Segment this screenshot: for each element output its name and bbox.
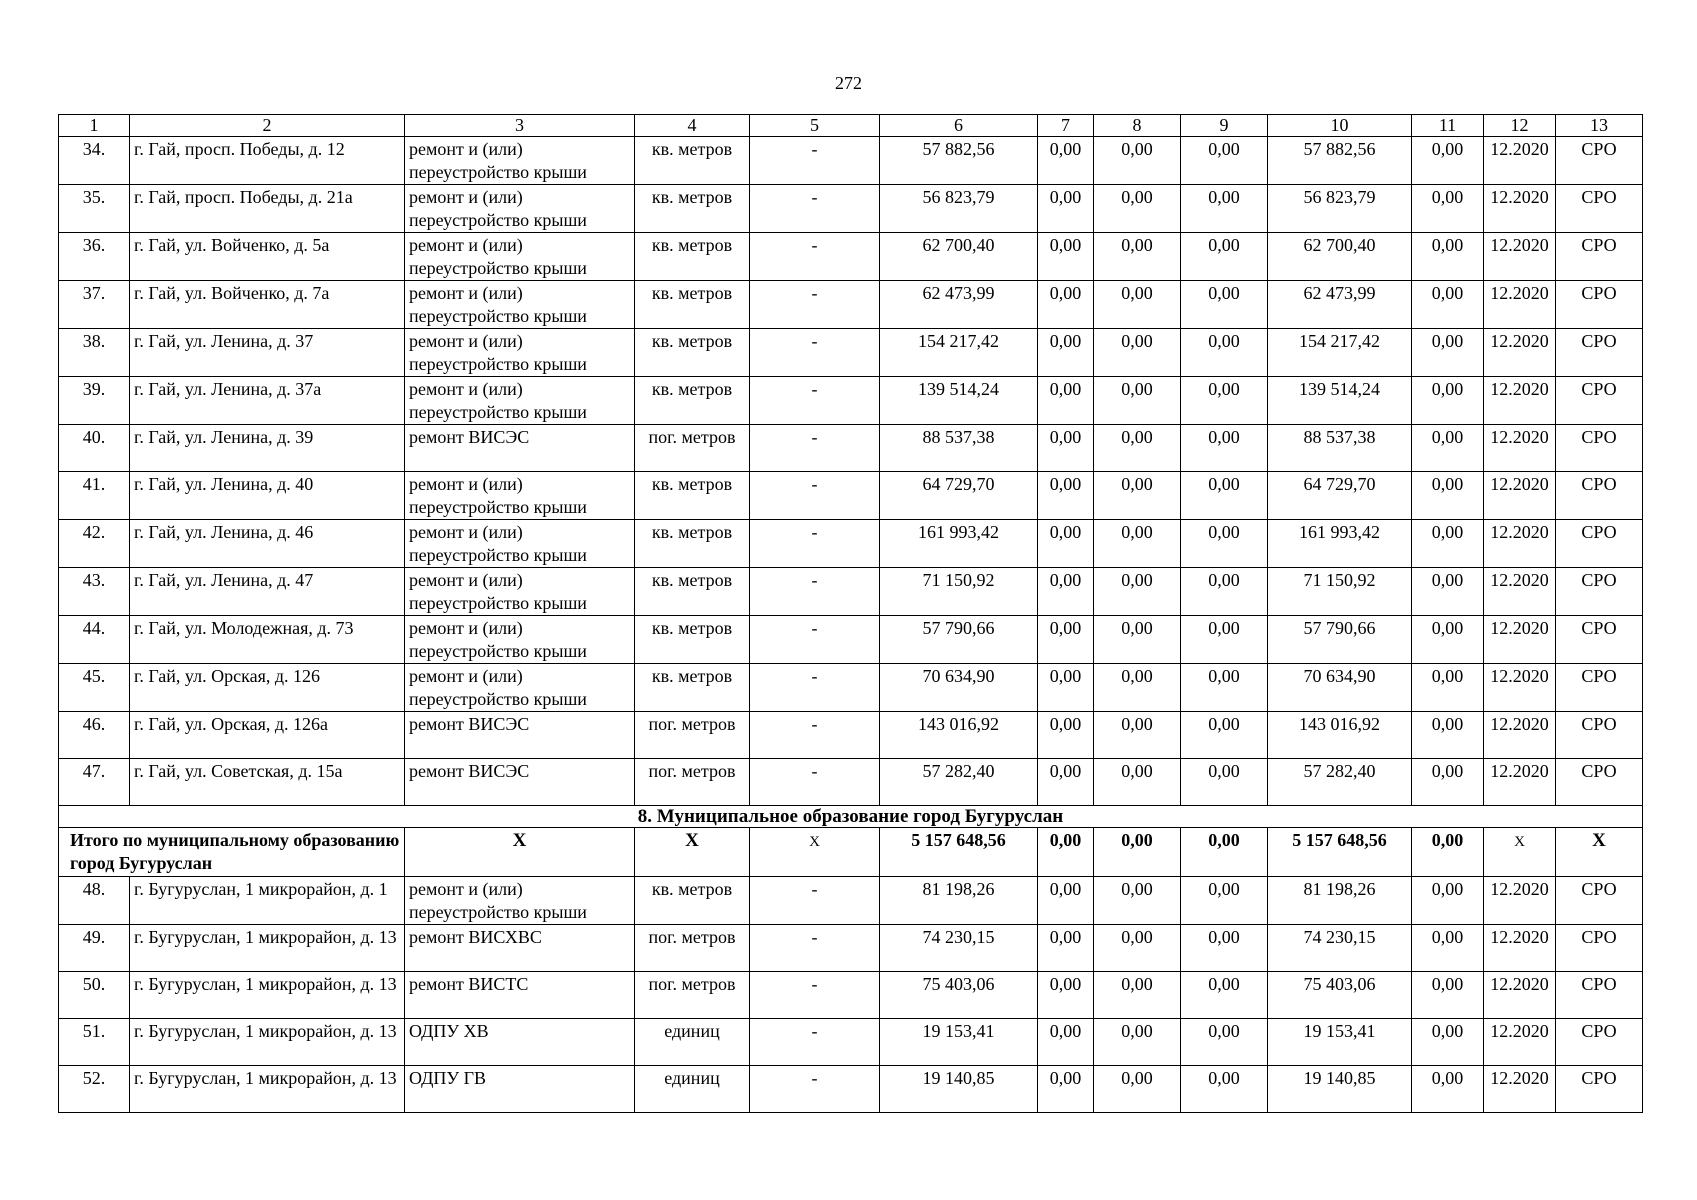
unit-cell: кв. метров [635, 281, 750, 329]
col11-cell: 0,00 [1412, 472, 1484, 520]
deadline-cell: 12.2020 [1484, 425, 1556, 472]
col7-cell: 0,00 [1038, 616, 1094, 664]
method-cell: СРО [1556, 712, 1643, 759]
method-cell: СРО [1556, 233, 1643, 281]
address-cell: г. Гай, просп. Победы, д. 12 [130, 137, 405, 185]
row-number: 47. [59, 759, 130, 806]
method-cell: СРО [1556, 329, 1643, 377]
unit-cell: кв. метров [635, 377, 750, 425]
total-col9: 0,00 [1181, 828, 1268, 877]
unit-cell: кв. метров [635, 664, 750, 712]
col7-cell: 0,00 [1038, 877, 1094, 925]
col10-cell: 57 882,56 [1268, 137, 1412, 185]
col9-cell: 0,00 [1181, 712, 1268, 759]
col8-cell: 0,00 [1094, 759, 1181, 806]
total-cost-cell: 70 634,90 [880, 664, 1038, 712]
unit-cell: кв. метров [635, 877, 750, 925]
work-type-cell: ремонт и (или) переустройство крыши [405, 137, 635, 185]
col7-cell: 0,00 [1038, 233, 1094, 281]
column-number: 1 [59, 115, 130, 137]
work-type-cell: ремонт ВИСХВС [405, 925, 635, 972]
col8-cell: 0,00 [1094, 664, 1181, 712]
col10-cell: 143 016,92 [1268, 712, 1412, 759]
col5-cell: - [750, 712, 880, 759]
work-type-cell: ремонт и (или) переустройство крыши [405, 377, 635, 425]
col5-cell: - [750, 233, 880, 281]
col9-cell: 0,00 [1181, 925, 1268, 972]
col8-cell: 0,00 [1094, 185, 1181, 233]
col8-cell: 0,00 [1094, 1019, 1181, 1066]
work-type-cell: ремонт ВИСТС [405, 972, 635, 1019]
row-number: 42. [59, 520, 130, 568]
method-cell: СРО [1556, 185, 1643, 233]
table-row [59, 329, 1643, 377]
table-row [59, 759, 1643, 806]
row-number: 44. [59, 616, 130, 664]
table-row [59, 472, 1643, 520]
address-cell: г. Гай, ул. Войченко, д. 5а [130, 233, 405, 281]
method-cell: СРО [1556, 137, 1643, 185]
address-cell: г. Гай, просп. Победы, д. 21а [130, 185, 405, 233]
col11-cell: 0,00 [1412, 1019, 1484, 1066]
col5-cell: - [750, 472, 880, 520]
col10-cell: 70 634,90 [1268, 664, 1412, 712]
col10-cell: 19 140,85 [1268, 1066, 1412, 1113]
method-cell: СРО [1556, 425, 1643, 472]
col9-cell: 0,00 [1181, 233, 1268, 281]
row-number: 48. [59, 877, 130, 925]
work-type-cell: ремонт и (или) переустройство крыши [405, 281, 635, 329]
method-cell: СРО [1556, 281, 1643, 329]
total-cost-cell: 19 153,41 [880, 1019, 1038, 1066]
col7-cell: 0,00 [1038, 472, 1094, 520]
col11-cell: 0,00 [1412, 568, 1484, 616]
total-cost-cell: 57 282,40 [880, 759, 1038, 806]
col9-cell: 0,00 [1181, 137, 1268, 185]
unit-cell: кв. метров [635, 616, 750, 664]
work-type-cell: ремонт и (или) переустройство крыши [405, 616, 635, 664]
deadline-cell: 12.2020 [1484, 185, 1556, 233]
column-number: 12 [1484, 115, 1556, 137]
col5-cell: - [750, 520, 880, 568]
table-row [59, 233, 1643, 281]
col5-cell: - [750, 1066, 880, 1113]
total-cost-cell: 88 537,38 [880, 425, 1038, 472]
row-number: 51. [59, 1019, 130, 1066]
col10-cell: 75 403,06 [1268, 972, 1412, 1019]
address-cell: г. Бугуруслан, 1 микрорайон, д. 13 [130, 925, 405, 972]
deadline-cell: 12.2020 [1484, 877, 1556, 925]
col11-cell: 0,00 [1412, 425, 1484, 472]
total-col8: 0,00 [1094, 828, 1181, 877]
column-number: 6 [880, 115, 1038, 137]
deadline-cell: 12.2020 [1484, 759, 1556, 806]
unit-cell: кв. метров [635, 472, 750, 520]
col9-cell: 0,00 [1181, 616, 1268, 664]
deadline-cell: 12.2020 [1484, 520, 1556, 568]
total-cost-cell: 161 993,42 [880, 520, 1038, 568]
column-number: 4 [635, 115, 750, 137]
section-heading-row [59, 806, 1643, 828]
table-row [59, 616, 1643, 664]
method-cell: СРО [1556, 568, 1643, 616]
row-number: 38. [59, 329, 130, 377]
deadline-cell: 12.2020 [1484, 664, 1556, 712]
row-number: 34. [59, 137, 130, 185]
col9-cell: 0,00 [1181, 520, 1268, 568]
deadline-cell: 12.2020 [1484, 137, 1556, 185]
method-cell: СРО [1556, 616, 1643, 664]
col7-cell: 0,00 [1038, 712, 1094, 759]
total-cost-cell: 62 700,40 [880, 233, 1038, 281]
address-cell: г. Гай, ул. Войченко, д. 7а [130, 281, 405, 329]
col7-cell: 0,00 [1038, 1019, 1094, 1066]
work-type-cell: ремонт и (или) переустройство крыши [405, 185, 635, 233]
total-col7: 0,00 [1038, 828, 1094, 877]
unit-cell: единиц [635, 1066, 750, 1113]
col9-cell: 0,00 [1181, 185, 1268, 233]
page-number: 272 [835, 73, 862, 93]
address-cell: г. Бугуруслан, 1 микрорайон, д. 13 [130, 1019, 405, 1066]
total-col6: 5 157 648,56 [880, 828, 1038, 877]
col8-cell: 0,00 [1094, 877, 1181, 925]
capital-repair-table [58, 114, 1643, 1113]
deadline-cell: 12.2020 [1484, 972, 1556, 1019]
col8-cell: 0,00 [1094, 281, 1181, 329]
total-row [59, 828, 1643, 877]
total-cost-cell: 75 403,06 [880, 972, 1038, 1019]
col5-cell: - [750, 925, 880, 972]
col7-cell: 0,00 [1038, 664, 1094, 712]
col7-cell: 0,00 [1038, 972, 1094, 1019]
column-number-row [59, 115, 1643, 137]
table-row [59, 425, 1643, 472]
col9-cell: 0,00 [1181, 664, 1268, 712]
table-row [59, 877, 1643, 925]
column-number: 9 [1181, 115, 1268, 137]
col10-cell: 71 150,92 [1268, 568, 1412, 616]
col10-cell: 57 790,66 [1268, 616, 1412, 664]
column-number: 11 [1412, 115, 1484, 137]
col7-cell: 0,00 [1038, 377, 1094, 425]
work-type-cell: ремонт и (или) переустройство крыши [405, 233, 635, 281]
col5-cell: - [750, 137, 880, 185]
work-type-cell: ремонт ВИСЭС [405, 425, 635, 472]
work-type-cell: ремонт и (или) переустройство крыши [405, 568, 635, 616]
unit-cell: кв. метров [635, 185, 750, 233]
work-type-cell: ремонт и (или) переустройство крыши [405, 329, 635, 377]
col9-cell: 0,00 [1181, 425, 1268, 472]
row-number: 36. [59, 233, 130, 281]
column-number: 8 [1094, 115, 1181, 137]
col7-cell: 0,00 [1038, 329, 1094, 377]
table-body [59, 115, 1643, 1113]
col9-cell: 0,00 [1181, 877, 1268, 925]
col10-cell: 81 198,26 [1268, 877, 1412, 925]
total-cost-cell: 74 230,15 [880, 925, 1038, 972]
unit-cell: пог. метров [635, 759, 750, 806]
method-cell: СРО [1556, 377, 1643, 425]
deadline-cell: 12.2020 [1484, 472, 1556, 520]
col8-cell: 0,00 [1094, 616, 1181, 664]
address-cell: г. Гай, ул. Советская, д. 15а [130, 759, 405, 806]
row-number: 40. [59, 425, 130, 472]
table-row [59, 520, 1643, 568]
total-col4: Х [635, 828, 750, 877]
col5-cell: - [750, 1019, 880, 1066]
col7-cell: 0,00 [1038, 137, 1094, 185]
work-type-cell: ремонт и (или) переустройство крыши [405, 520, 635, 568]
col8-cell: 0,00 [1094, 972, 1181, 1019]
unit-cell: кв. метров [635, 233, 750, 281]
address-cell: г. Бугуруслан, 1 микрорайон, д. 13 [130, 972, 405, 1019]
address-cell: г. Гай, ул. Ленина, д. 37 [130, 329, 405, 377]
table-row [59, 664, 1643, 712]
table-row [59, 185, 1643, 233]
method-cell: СРО [1556, 664, 1643, 712]
row-number: 52. [59, 1066, 130, 1113]
col9-cell: 0,00 [1181, 759, 1268, 806]
col11-cell: 0,00 [1412, 664, 1484, 712]
col11-cell: 0,00 [1412, 520, 1484, 568]
row-number: 39. [59, 377, 130, 425]
col9-cell: 0,00 [1181, 568, 1268, 616]
col8-cell: 0,00 [1094, 425, 1181, 472]
column-number: 5 [750, 115, 880, 137]
method-cell: СРО [1556, 759, 1643, 806]
col10-cell: 154 217,42 [1268, 329, 1412, 377]
col11-cell: 0,00 [1412, 329, 1484, 377]
col9-cell: 0,00 [1181, 329, 1268, 377]
col11-cell: 0,00 [1412, 712, 1484, 759]
address-cell: г. Бугуруслан, 1 микрорайон, д. 13 [130, 1066, 405, 1113]
total-cost-cell: 57 790,66 [880, 616, 1038, 664]
deadline-cell: 12.2020 [1484, 925, 1556, 972]
col7-cell: 0,00 [1038, 568, 1094, 616]
col8-cell: 0,00 [1094, 520, 1181, 568]
column-number: 13 [1556, 115, 1643, 137]
work-type-cell: ремонт и (или) переустройство крыши [405, 472, 635, 520]
total-cost-cell: 56 823,79 [880, 185, 1038, 233]
work-type-cell: ремонт ВИСЭС [405, 712, 635, 759]
method-cell: СРО [1556, 877, 1643, 925]
col11-cell: 0,00 [1412, 185, 1484, 233]
deadline-cell: 12.2020 [1484, 281, 1556, 329]
address-cell: г. Гай, ул. Ленина, д. 37а [130, 377, 405, 425]
unit-cell: единиц [635, 1019, 750, 1066]
col11-cell: 0,00 [1412, 925, 1484, 972]
column-number: 2 [130, 115, 405, 137]
col8-cell: 0,00 [1094, 925, 1181, 972]
row-number: 43. [59, 568, 130, 616]
address-cell: г. Гай, ул. Молодежная, д. 73 [130, 616, 405, 664]
col10-cell: 57 282,40 [1268, 759, 1412, 806]
col9-cell: 0,00 [1181, 377, 1268, 425]
col8-cell: 0,00 [1094, 568, 1181, 616]
row-number: 49. [59, 925, 130, 972]
section-title: 8. Муниципальное образование город Бугуруслан [59, 806, 1643, 828]
table-row [59, 1019, 1643, 1066]
address-cell: г. Гай, ул. Ленина, д. 46 [130, 520, 405, 568]
col5-cell: - [750, 568, 880, 616]
col10-cell: 19 153,41 [1268, 1019, 1412, 1066]
total-label: Итого по муниципальному образованию город Бугуруслан [59, 828, 405, 877]
col5-cell: - [750, 877, 880, 925]
col11-cell: 0,00 [1412, 616, 1484, 664]
col5-cell: - [750, 329, 880, 377]
method-cell: СРО [1556, 472, 1643, 520]
address-cell: г. Гай, ул. Ленина, д. 40 [130, 472, 405, 520]
method-cell: СРО [1556, 925, 1643, 972]
deadline-cell: 12.2020 [1484, 1019, 1556, 1066]
address-cell: г. Гай, ул. Орская, д. 126 [130, 664, 405, 712]
col10-cell: 161 993,42 [1268, 520, 1412, 568]
deadline-cell: 12.2020 [1484, 1066, 1556, 1113]
col7-cell: 0,00 [1038, 759, 1094, 806]
unit-cell: кв. метров [635, 137, 750, 185]
total-cost-cell: 81 198,26 [880, 877, 1038, 925]
unit-cell: пог. метров [635, 972, 750, 1019]
row-number: 41. [59, 472, 130, 520]
table-row [59, 377, 1643, 425]
table-row [59, 137, 1643, 185]
col5-cell: - [750, 616, 880, 664]
column-number: 7 [1038, 115, 1094, 137]
col5-cell: - [750, 281, 880, 329]
col5-cell: - [750, 377, 880, 425]
deadline-cell: 12.2020 [1484, 568, 1556, 616]
row-number: 35. [59, 185, 130, 233]
total-cost-cell: 62 473,99 [880, 281, 1038, 329]
col8-cell: 0,00 [1094, 472, 1181, 520]
col8-cell: 0,00 [1094, 1066, 1181, 1113]
total-col3: Х [405, 828, 635, 877]
row-number: 45. [59, 664, 130, 712]
total-cost-cell: 143 016,92 [880, 712, 1038, 759]
deadline-cell: 12.2020 [1484, 616, 1556, 664]
method-cell: СРО [1556, 1066, 1643, 1113]
unit-cell: кв. метров [635, 520, 750, 568]
unit-cell: кв. метров [635, 568, 750, 616]
unit-cell: пог. метров [635, 925, 750, 972]
total-cost-cell: 19 140,85 [880, 1066, 1038, 1113]
work-type-cell: ремонт и (или) переустройство крыши [405, 664, 635, 712]
column-number: 10 [1268, 115, 1412, 137]
total-col12: Х [1484, 828, 1556, 877]
col7-cell: 0,00 [1038, 520, 1094, 568]
col9-cell: 0,00 [1181, 1066, 1268, 1113]
col9-cell: 0,00 [1181, 972, 1268, 1019]
unit-cell: пог. метров [635, 425, 750, 472]
deadline-cell: 12.2020 [1484, 377, 1556, 425]
col7-cell: 0,00 [1038, 185, 1094, 233]
total-cost-cell: 64 729,70 [880, 472, 1038, 520]
col10-cell: 64 729,70 [1268, 472, 1412, 520]
work-type-cell: ОДПУ ГВ [405, 1066, 635, 1113]
method-cell: СРО [1556, 972, 1643, 1019]
column-number: 3 [405, 115, 635, 137]
col5-cell: - [750, 759, 880, 806]
table-row [59, 568, 1643, 616]
col7-cell: 0,00 [1038, 1066, 1094, 1113]
col11-cell: 0,00 [1412, 1066, 1484, 1113]
col10-cell: 74 230,15 [1268, 925, 1412, 972]
col7-cell: 0,00 [1038, 281, 1094, 329]
col8-cell: 0,00 [1094, 137, 1181, 185]
total-col5: Х [750, 828, 880, 877]
col8-cell: 0,00 [1094, 712, 1181, 759]
col8-cell: 0,00 [1094, 233, 1181, 281]
table-row [59, 1066, 1643, 1113]
col10-cell: 88 537,38 [1268, 425, 1412, 472]
col11-cell: 0,00 [1412, 877, 1484, 925]
address-cell: г. Гай, ул. Ленина, д. 39 [130, 425, 405, 472]
unit-cell: пог. метров [635, 712, 750, 759]
row-number: 46. [59, 712, 130, 759]
col7-cell: 0,00 [1038, 425, 1094, 472]
total-cost-cell: 71 150,92 [880, 568, 1038, 616]
deadline-cell: 12.2020 [1484, 233, 1556, 281]
address-cell: г. Гай, ул. Орская, д. 126а [130, 712, 405, 759]
work-type-cell: ОДПУ ХВ [405, 1019, 635, 1066]
col11-cell: 0,00 [1412, 233, 1484, 281]
col11-cell: 0,00 [1412, 281, 1484, 329]
method-cell: СРО [1556, 1019, 1643, 1066]
table-row [59, 281, 1643, 329]
col9-cell: 0,00 [1181, 472, 1268, 520]
col5-cell: - [750, 664, 880, 712]
method-cell: СРО [1556, 520, 1643, 568]
col11-cell: 0,00 [1412, 759, 1484, 806]
address-cell: г. Бугуруслан, 1 микрорайон, д. 1 [130, 877, 405, 925]
table-row [59, 925, 1643, 972]
col11-cell: 0,00 [1412, 972, 1484, 1019]
address-cell: г. Гай, ул. Ленина, д. 47 [130, 568, 405, 616]
work-type-cell: ремонт и (или) переустройство крыши [405, 877, 635, 925]
col10-cell: 56 823,79 [1268, 185, 1412, 233]
col10-cell: 139 514,24 [1268, 377, 1412, 425]
deadline-cell: 12.2020 [1484, 712, 1556, 759]
total-col11: 0,00 [1412, 828, 1484, 877]
table-row [59, 972, 1643, 1019]
row-number: 50. [59, 972, 130, 1019]
total-cost-cell: 154 217,42 [880, 329, 1038, 377]
col5-cell: - [750, 185, 880, 233]
deadline-cell: 12.2020 [1484, 329, 1556, 377]
table-row [59, 712, 1643, 759]
col5-cell: - [750, 425, 880, 472]
total-col13: Х [1556, 828, 1643, 877]
total-cost-cell: 57 882,56 [880, 137, 1038, 185]
col9-cell: 0,00 [1181, 281, 1268, 329]
col8-cell: 0,00 [1094, 377, 1181, 425]
total-col10: 5 157 648,56 [1268, 828, 1412, 877]
col8-cell: 0,00 [1094, 329, 1181, 377]
col9-cell: 0,00 [1181, 1019, 1268, 1066]
unit-cell: кв. метров [635, 329, 750, 377]
row-number: 37. [59, 281, 130, 329]
work-type-cell: ремонт ВИСЭС [405, 759, 635, 806]
total-cost-cell: 139 514,24 [880, 377, 1038, 425]
col7-cell: 0,00 [1038, 925, 1094, 972]
col10-cell: 62 700,40 [1268, 233, 1412, 281]
col11-cell: 0,00 [1412, 377, 1484, 425]
col11-cell: 0,00 [1412, 137, 1484, 185]
col5-cell: - [750, 972, 880, 1019]
col10-cell: 62 473,99 [1268, 281, 1412, 329]
